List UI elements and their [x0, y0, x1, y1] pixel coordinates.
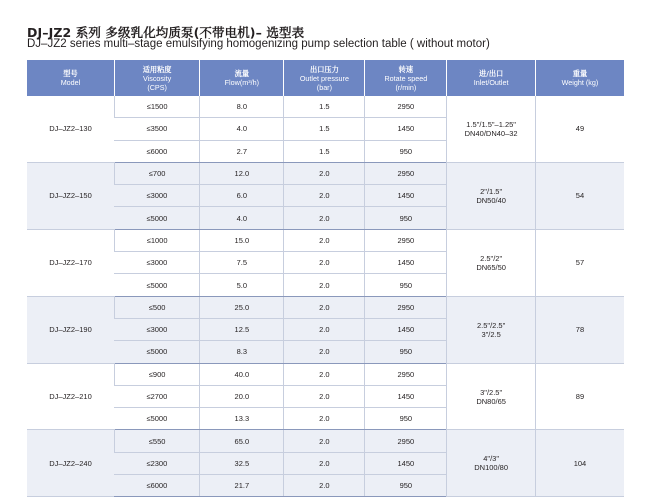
flow-cell: 12.0 [200, 162, 284, 184]
inlet-outlet-line: DN40/DN40–32 [464, 128, 518, 138]
inlet-outlet-line: 3"/2.5" [480, 387, 503, 397]
inlet-outlet-line: DN50/40 [476, 195, 506, 205]
flow-cell: 6.0 [200, 185, 284, 207]
selection-table [27, 60, 624, 497]
viscosity-cell: ≤2700 [114, 385, 199, 407]
outlet-pressure-cell: 2.0 [284, 207, 365, 229]
header-label-en: Outlet pressure [299, 73, 349, 83]
weight-cell: 57 [535, 229, 624, 296]
rotate-speed-cell: 1450 [365, 118, 447, 140]
header-label-en: Weight (kg) [561, 78, 599, 87]
rotate-speed-cell: 2950 [365, 162, 447, 184]
viscosity-cell: ≤700 [114, 162, 199, 184]
table-row [27, 162, 624, 184]
rotate-speed-cell: 2950 [365, 96, 447, 118]
flow-cell: 25.0 [200, 296, 284, 318]
viscosity-cell: ≤3000 [114, 318, 199, 340]
weight-cell: 78 [535, 296, 624, 363]
outlet-pressure-cell: 2.0 [284, 341, 365, 363]
inlet-outlet-cell [447, 229, 536, 296]
outlet-pressure-cell: 1.5 [284, 96, 365, 118]
table-body [27, 96, 624, 497]
inlet-outlet-line: 2.5"/2" [480, 253, 503, 263]
outlet-pressure-cell: 2.0 [284, 252, 365, 274]
model-cell: DJ–JZ2–210 [27, 363, 114, 430]
inlet-outlet-line: 2"/1.5" [480, 186, 503, 196]
flow-cell: 4.0 [200, 207, 284, 229]
model-cell: DJ–JZ2–190 [27, 296, 114, 363]
rotate-speed-cell: 2950 [365, 430, 447, 452]
outlet-pressure-cell: 2.0 [284, 452, 365, 474]
header-label-en: (r/min) [395, 82, 417, 92]
flow-cell: 12.5 [200, 318, 284, 340]
outlet-pressure-cell: 2.0 [284, 318, 365, 340]
header-inlet-outlet [447, 60, 536, 96]
flow-cell: 8.3 [200, 341, 284, 363]
outlet-pressure-cell: 2.0 [284, 385, 365, 407]
header-label-cn: 出口压力 [310, 64, 339, 74]
viscosity-cell: ≤3000 [114, 185, 199, 207]
inlet-outlet-line: DN100/80 [474, 463, 509, 473]
table-row [27, 296, 624, 318]
flow-cell: 20.0 [200, 385, 284, 407]
rotate-speed-cell: 950 [365, 408, 447, 430]
viscosity-cell: ≤5000 [114, 274, 199, 296]
rotate-speed-cell: 1450 [365, 185, 447, 207]
header-viscosity [114, 60, 199, 96]
weight-cell: 49 [535, 96, 624, 162]
inlet-outlet-line: 4"/3" [483, 454, 499, 464]
viscosity-cell: ≤1000 [114, 229, 199, 251]
inlet-outlet-cell [447, 96, 536, 162]
model-cell: DJ–JZ2–240 [27, 430, 114, 497]
rotate-speed-cell: 1450 [365, 318, 447, 340]
flow-cell: 4.0 [200, 118, 284, 140]
inlet-outlet-cell [447, 296, 536, 363]
header-label-cn: 流量 [234, 69, 250, 78]
model-cell: DJ–JZ2–130 [27, 96, 114, 162]
outlet-pressure-cell: 2.0 [284, 296, 365, 318]
viscosity-cell: ≤5000 [114, 207, 199, 229]
header-label-cn: 进/出口 [479, 69, 504, 78]
rotate-speed-cell: 2950 [365, 229, 447, 251]
inlet-outlet-cell [447, 162, 536, 229]
outlet-pressure-cell: 2.0 [284, 408, 365, 430]
flow-cell: 7.5 [200, 252, 284, 274]
inlet-outlet-line: 1.5"/1.5"–1.25" [466, 119, 516, 129]
inlet-outlet-line: 3"/2.5 [481, 329, 501, 339]
outlet-pressure-cell: 1.5 [284, 140, 365, 162]
viscosity-cell: ≤3000 [114, 252, 199, 274]
header-label-en: Flow(m³/h) [224, 78, 260, 87]
rotate-speed-cell: 1450 [365, 252, 447, 274]
flow-cell: 5.0 [200, 274, 284, 296]
rotate-speed-cell: 2950 [365, 363, 447, 385]
weight-cell: 104 [535, 430, 624, 497]
page-title-chinese: DJ–JZ2 系列 多级乳化均质泵(不带电机)– 选型表 [27, 25, 305, 40]
viscosity-cell: ≤5000 [114, 341, 199, 363]
viscosity-cell: ≤3500 [114, 118, 199, 140]
header-row [27, 60, 624, 96]
flow-cell: 40.0 [200, 363, 284, 385]
flow-cell: 32.5 [200, 452, 284, 474]
rotate-speed-cell: 950 [365, 207, 447, 229]
flow-cell: 21.7 [200, 475, 284, 497]
inlet-outlet-cell [447, 363, 536, 430]
model-cell: DJ–JZ2–170 [27, 229, 114, 296]
viscosity-cell: ≤500 [114, 296, 199, 318]
viscosity-cell: ≤2300 [114, 452, 199, 474]
rotate-speed-cell: 1450 [365, 385, 447, 407]
table-row [27, 430, 624, 452]
viscosity-cell: ≤5000 [114, 408, 199, 430]
outlet-pressure-cell: 2.0 [284, 475, 365, 497]
flow-cell: 15.0 [200, 229, 284, 251]
header-label-cn: 转速 [398, 64, 414, 74]
viscosity-cell: ≤6000 [114, 140, 199, 162]
weight-cell: 89 [535, 363, 624, 430]
flow-cell: 8.0 [200, 96, 284, 118]
rotate-speed-cell: 950 [365, 140, 447, 162]
header-weight [535, 60, 624, 96]
rotate-speed-cell: 950 [365, 475, 447, 497]
flow-cell: 13.3 [200, 408, 284, 430]
model-cell: DJ–JZ2–150 [27, 162, 114, 229]
header-label-cn: 重量 [572, 69, 588, 78]
viscosity-cell: ≤900 [114, 363, 199, 385]
outlet-pressure-cell: 2.0 [284, 162, 365, 184]
viscosity-cell: ≤6000 [114, 475, 199, 497]
flow-cell: 65.0 [200, 430, 284, 452]
table-row [27, 363, 624, 385]
header-label-en: Rotate speed [384, 73, 428, 83]
rotate-speed-cell: 1450 [365, 452, 447, 474]
header-rotate-speed [365, 60, 447, 96]
header-label-en: (CPS) [147, 82, 167, 92]
header-label-cn: 型号 [63, 69, 78, 78]
weight-cell: 54 [535, 162, 624, 229]
page-title-english: DJ–JZ2 series multi–stage emulsifying homogenizing pump selection table ( without motor) [27, 38, 490, 50]
header-flow [200, 60, 284, 96]
rotate-speed-cell: 950 [365, 274, 447, 296]
viscosity-cell: ≤1500 [114, 96, 199, 118]
outlet-pressure-cell: 2.0 [284, 363, 365, 385]
rotate-speed-cell: 950 [365, 341, 447, 363]
header-label-en: (bar) [316, 82, 332, 92]
inlet-outlet-line: DN80/65 [476, 396, 506, 406]
header-model [27, 60, 114, 96]
outlet-pressure-cell: 2.0 [284, 430, 365, 452]
viscosity-cell: ≤550 [114, 430, 199, 452]
inlet-outlet-line: DN65/50 [476, 262, 506, 272]
header-outlet-pressure [284, 60, 365, 96]
outlet-pressure-cell: 2.0 [284, 274, 365, 296]
outlet-pressure-cell: 2.0 [284, 185, 365, 207]
table-row [27, 229, 624, 251]
inlet-outlet-cell [447, 430, 536, 497]
outlet-pressure-cell: 1.5 [284, 118, 365, 140]
outlet-pressure-cell: 2.0 [284, 229, 365, 251]
header-label-en: Viscosity [142, 73, 172, 83]
inlet-outlet-line: 2.5"/2.5" [476, 320, 506, 330]
rotate-speed-cell: 2950 [365, 296, 447, 318]
header-label-cn: 适用粘度 [142, 64, 172, 74]
table-row [27, 96, 624, 118]
flow-cell: 2.7 [200, 140, 284, 162]
header-label-en: Inlet/Outlet [473, 78, 509, 87]
header-label-en: Model [60, 78, 81, 87]
